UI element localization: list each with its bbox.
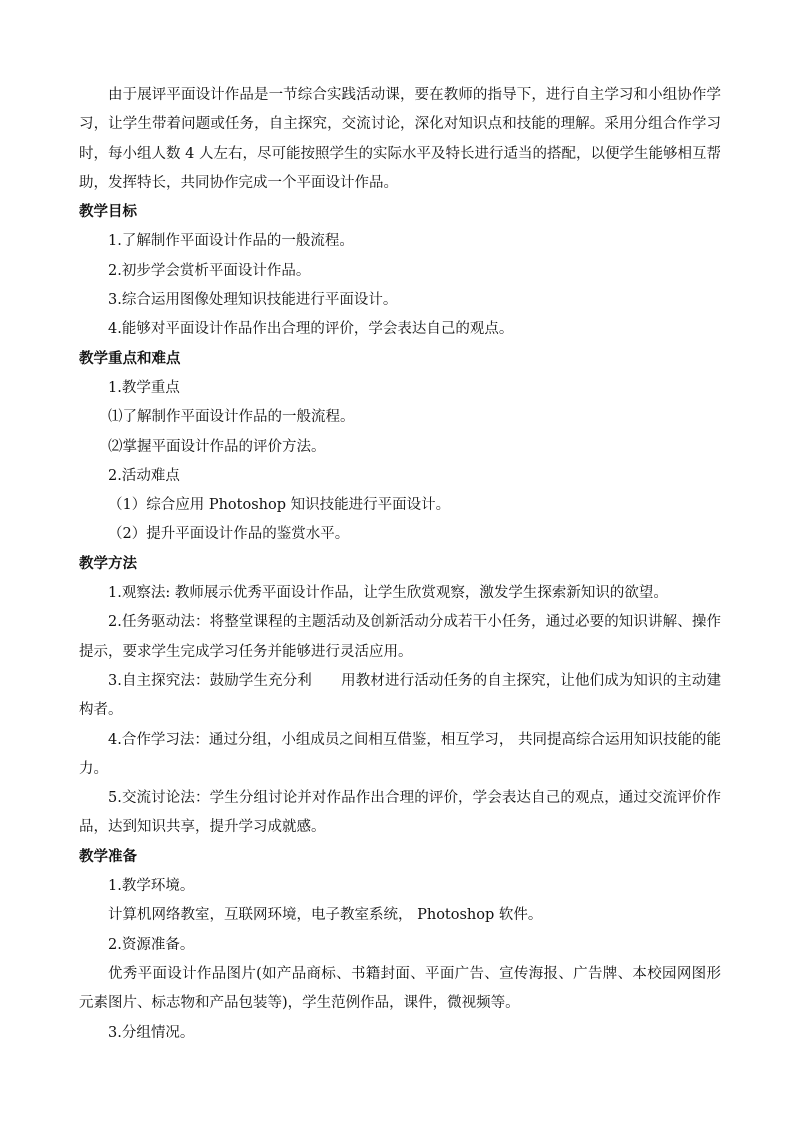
focus-item: ⑴了解制作平面设计作品的一般流程。 [108,409,355,426]
prep-res-text: 优秀平面设计作品图片(如产品商标、书籍封面、平面广告、宣传海报、广告牌、本校园网图形元素图片、标志物和产品包装等)，学生范例作品，课件，微视频等。 [79,965,721,1012]
method-item: 5.交流讨论法：学生分组讨论并对作品作出合理的评价，学会表达自己的观点，通过交流评价作品，达到知识共享，提升学习成就感。 [79,790,721,836]
prep-group-title: 3.分组情况。 [108,1024,195,1041]
goal-item: 2.初步学会赏析平面设计作品。 [108,262,311,279]
method-item: 1.观察法: 教师展示优秀平面设计作品，让学生欣赏观察，激发学生探索新知识的欲望。 [108,585,668,602]
document-page [79,81,721,1048]
section-heading-prep: 教学准备 [79,848,137,865]
prep-res-title: 2.资源准备。 [108,936,195,953]
difficulty-item: （2）提升平面设计作品的鉴赏水平。 [108,526,350,543]
section-heading-methods: 教学方法 [79,555,137,572]
difficulty-item: （1）综合应用 Photoshop 知识技能进行平面设计。 [108,497,451,514]
method-item: 2.任务驱动法：将整堂课程的主题活动及创新活动分成若干小任务，通过必要的知识讲解、操作提示，要求学生完成学习任务并能够进行灵活应用。 [79,614,721,660]
goal-item: 4.能够对平面设计作品作出合理的评价，学会表达自己的观点。 [108,321,514,338]
method-item: 4.合作学习法：通过分组，小组成员之间相互借鉴，相互学习， 共同提高综合运用知识技能的能力。 [79,731,721,777]
difficulty-title: 2.活动难点 [108,467,180,484]
prep-env-title: 1.教学环境。 [108,878,195,895]
prep-env-text: 计算机网络教室，互联网环境，电子教室系统， Photoshop 软件。 [108,907,543,924]
goal-item: 3.综合运用图像处理知识技能进行平面设计。 [108,292,398,309]
focus-item: ⑵掌握平面设计作品的评价方法。 [108,438,326,455]
section-heading-key-points: 教学重点和难点 [79,350,181,367]
section-heading-goals: 教学目标 [79,204,137,221]
method-item: 3.自主探究法：鼓励学生充分利 用教材进行活动任务的自主探究，让他们成为知识的主动建构者。 [79,672,721,719]
focus-title: 1.教学重点 [108,379,180,396]
intro-paragraph: 由于展评平面设计作品是一节综合实践活动课，要在教师的指导下，进行自主学习和小组协作学习，让学生带着问题或任务，自主探究，交流讨论，深化对知识点和技能的理解。采用分组合作学习时，每小组人数 4 人左右，尽可能按照学生的实际水平及特长进行适当的搭配，以便学生能够相互帮助，发挥特长，共同协作完成一个平面设计作品。 [79,87,721,191]
goal-item: 1.了解制作平面设计作品的一般流程。 [108,233,354,250]
